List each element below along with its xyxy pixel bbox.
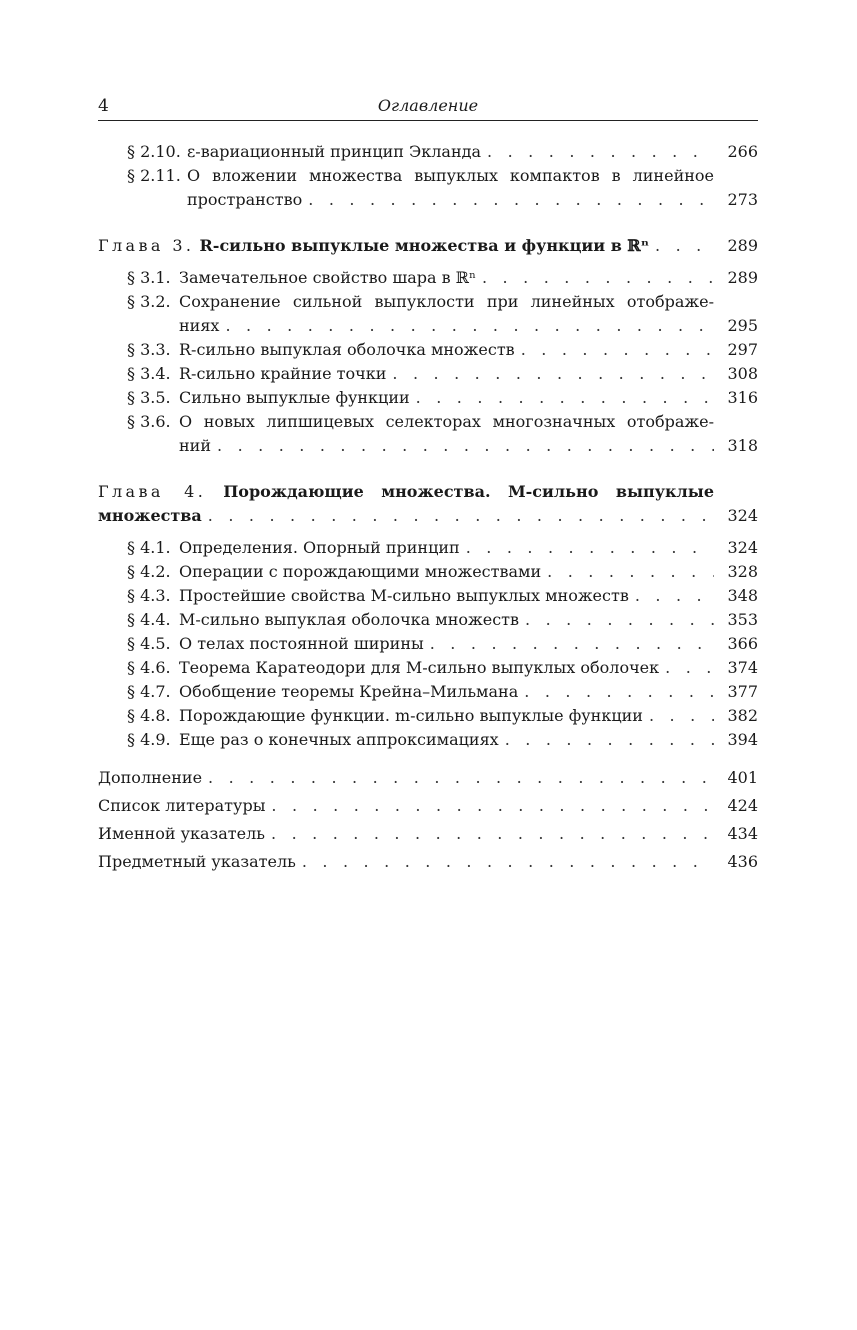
section-title: M-сильно выпуклая оболочка множеств [179,610,520,629]
page-ref: 394 [727,730,758,749]
section-title-line1: Сохранение сильной выпуклости при линейных отображе- [179,292,714,311]
page-ref: 366 [727,634,758,653]
dot-leader [521,338,714,362]
dot-leader [665,656,714,680]
dot-leader [487,140,714,164]
section-title: R-сильно выпуклая оболочка множеств [179,340,515,359]
toc-entry-4-3[interactable] [98,584,758,608]
section-title: Простейшие свойства M-сильно выпуклых множеств [179,586,629,605]
toc-entry-4-8[interactable] [98,704,758,728]
section-title-line2: ний [179,436,211,455]
toc-entry-3-6[interactable] [98,410,758,458]
section-number: § 4.5. [127,634,171,653]
dot-leader [430,632,714,656]
section-number: § 4.6. [127,658,171,677]
section-title-line2: пространство [187,190,303,209]
chapter-title-line1: Порождающие множества. M-сильно выпуклые [223,482,714,501]
entry-title: Список литературы [98,796,266,815]
section-title: Еще раз о конечных аппроксимациях [179,730,499,749]
page-ref: 424 [727,796,758,815]
page-ref: 353 [727,610,758,629]
dot-leader [655,234,714,258]
section-title: Определения. Опорный принцип [179,538,460,557]
dot-leader [416,386,714,410]
toc-chapter-4[interactable] [98,480,758,528]
page-ref: 295 [727,316,758,335]
toc-entry-3-5[interactable] [98,386,758,410]
section-number: § 4.2. [127,562,171,581]
section-number: § 3.2. [127,292,171,311]
dot-leader [271,820,714,848]
chapter-title-line2: множества [98,506,202,525]
section-title-line1: О вложении множества выпуклых компактов в линейное [187,166,714,185]
dot-leader [217,434,714,458]
back-matter [98,764,758,876]
page-ref: 266 [727,142,758,161]
toc-entry-4-5[interactable] [98,632,758,656]
dot-leader [505,728,714,752]
toc-entry-4-9[interactable] [98,728,758,752]
toc-entry-subject-index[interactable] [98,848,758,876]
entry-title: Именной указатель [98,824,265,843]
page-ref: 436 [727,852,758,871]
entry-title: Предметный указатель [98,852,296,871]
section-number: § 4.1. [127,538,171,557]
table-of-contents [98,140,758,876]
toc-entry-3-3[interactable] [98,338,758,362]
dot-leader [525,608,714,632]
running-header [98,94,758,121]
section-title: О телах постоянной ширины [179,634,424,653]
section-number: § 2.11. [127,166,181,185]
dot-leader [547,560,714,584]
section-title: Замечательное свойство шара в ℝⁿ [179,268,476,287]
dot-leader [302,848,714,876]
toc-chapter-3[interactable] [98,234,758,258]
toc-entry-4-2[interactable] [98,560,758,584]
page-ref: 318 [727,436,758,455]
page-ref: 273 [727,190,758,209]
page-ref: 328 [727,562,758,581]
page-ref: 289 [727,268,758,287]
page-ref: 382 [727,706,758,725]
page-ref: 377 [727,682,758,701]
section-number: § 3.1. [127,268,171,287]
section-title: Теорема Каратеодори для M-сильно выпуклых оболочек [179,658,660,677]
page-ref: 324 [727,506,758,525]
section-number: § 4.4. [127,610,171,629]
chapter-label: Глава 4. [98,482,207,501]
section-number: § 2.10. [127,142,181,161]
section-number: § 4.8. [127,706,171,725]
section-title-line2: ниях [179,316,220,335]
toc-entry-name-index[interactable] [98,820,758,848]
page-ref: 297 [727,340,758,359]
dot-leader [308,188,714,212]
dot-leader [524,680,714,704]
chapter-title: R-сильно выпуклые множества и функции в ℝⁿ [199,236,649,255]
page-ref: 434 [727,824,758,843]
toc-entry-4-4[interactable] [98,608,758,632]
section-number: § 3.3. [127,340,171,359]
page-ref: 401 [727,768,758,787]
toc-entry-4-6[interactable] [98,656,758,680]
page-ref: 374 [727,658,758,677]
dot-leader [208,504,714,528]
section-title: ε-вариационный принцип Экланда [187,142,482,161]
page-ref: 324 [727,538,758,557]
section-title: Сильно выпуклые функции [179,388,410,407]
page-number: 4 [98,96,109,116]
dot-leader [649,704,714,728]
dot-leader [392,362,714,386]
section-title: Порождающие функции. m-сильно выпуклые функции [179,706,643,725]
toc-entry-3-1[interactable] [98,266,758,290]
dot-leader [271,792,714,820]
page-ref: 348 [727,586,758,605]
section-number: § 3.4. [127,364,171,383]
section-number: § 4.3. [127,586,171,605]
dot-leader [482,266,714,290]
section-number: § 4.9. [127,730,171,749]
dot-leader [635,584,714,608]
section-number: § 3.5. [127,388,171,407]
section-title: R-сильно крайние точки [179,364,387,383]
dot-leader [466,536,714,560]
toc-entry-4-1[interactable] [98,536,758,560]
section-number: § 4.7. [127,682,171,701]
running-title: Оглавление [377,96,479,115]
section-title-line1: О новых липшицевых селекторах многозначных отображе- [179,412,714,431]
section-title: Операции с порождающими множествами [179,562,542,581]
section-number: § 3.6. [127,412,171,431]
toc-entry-appendix[interactable] [98,764,758,792]
entry-title: Дополнение [98,768,203,787]
toc-entry-2-11[interactable] [98,164,758,212]
toc-entry-2-10[interactable] [98,140,758,164]
page-ref: 289 [727,236,758,255]
toc-entry-4-7[interactable] [98,680,758,704]
page-ref: 316 [727,388,758,407]
toc-entry-3-4[interactable] [98,362,758,386]
toc-entry-bibliography[interactable] [98,792,758,820]
section-title: Обобщение теоремы Крейна–Мильмана [179,682,519,701]
chapter-label: Глава 3. [98,236,195,255]
page-ref: 308 [727,364,758,383]
dot-leader [225,314,714,338]
toc-entry-3-2[interactable] [98,290,758,338]
dot-leader [208,764,714,792]
